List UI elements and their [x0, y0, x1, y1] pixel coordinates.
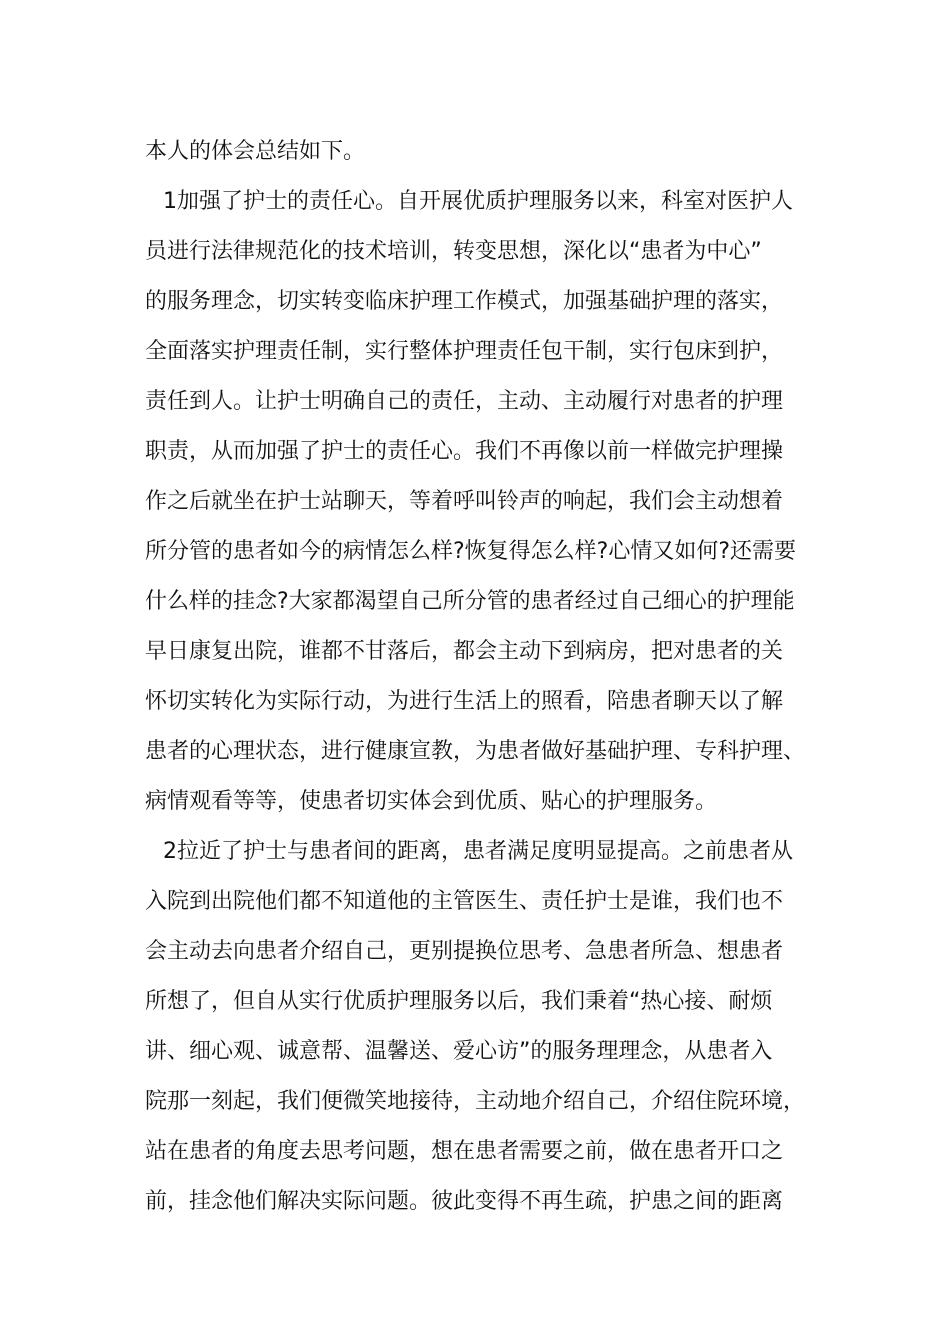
paragraph-line: 所分管的患者如今的病情怎么样?恢复得怎么样?心情又如何?还需要: [145, 539, 797, 564]
paragraph-line: 作之后就坐在护士站聊天，等着呼叫铃声的响起，我们会主动想着: [145, 489, 784, 514]
paragraph-line: 前，挂念他们解决实际问题。彼此变得不再生疏，护患之间的距离: [145, 1189, 784, 1214]
paragraph-line: 全面落实护理责任制，实行整体护理责任包干制，实行包床到护，: [145, 339, 784, 364]
paragraph-line: 什么样的挂念?大家都渴望自己所分管的患者经过自己细心的护理能: [145, 589, 795, 614]
paragraph-line: 2拉近了护士与患者间的距离，患者满足度明显提高。之前患者从: [163, 839, 793, 864]
paragraph-line: 患者的心理状态，进行健康宣教，为患者做好基础护理、专科护理、: [145, 739, 806, 764]
paragraph-line: 职责，从而加强了护士的责任心。我们不再像以前一样做完护理操: [145, 439, 784, 464]
paragraph-line: 1加强了护士的责任心。自开展优质护理服务以来，科室对医护人: [163, 189, 793, 214]
paragraph-line: 站在患者的角度去思考问题，想在患者需要之前，做在患者开口之: [145, 1139, 784, 1164]
paragraph-line: 员进行法律规范化的技术培训，转变思想，深化以“患者为中心”: [145, 239, 762, 264]
paragraph-line: 早日康复出院，谁都不甘落后，都会主动下到病房，把对患者的关: [145, 639, 784, 664]
paragraph-line: 怀切实转化为实际行动，为进行生活上的照看，陪患者聊天以了解: [145, 689, 784, 714]
paragraph-line: 讲、细心观、诚意帮、温馨送、爱心访”的服务理理念，从患者入: [145, 1039, 773, 1064]
paragraph-line: 所想了，但自从实行优质护理服务以后，我们秉着“热心接、耐烦: [145, 989, 773, 1014]
paragraph-line: 责任到人。让护士明确自己的责任，主动、主动履行对患者的护理: [145, 389, 784, 414]
paragraph-line: 入院到出院他们都不知道他的主管医生、责任护士是谁，我们也不: [145, 889, 784, 914]
paragraph-line: 会主动去向患者介绍自己，更别提换位思考、急患者所急、想患者: [145, 939, 784, 964]
paragraph-line: 的服务理念，切实转变临床护理工作模式，加强基础护理的落实，: [145, 289, 784, 314]
paragraph-line: 病情观看等等，使患者切实体会到优质、贴心的护理服务。: [145, 789, 718, 814]
paragraph-line: 本人的体会总结如下。: [145, 139, 366, 164]
paragraph-line: 院那一刻起，我们便微笑地接待，主动地介绍自己，介绍住院环境，: [145, 1089, 806, 1114]
